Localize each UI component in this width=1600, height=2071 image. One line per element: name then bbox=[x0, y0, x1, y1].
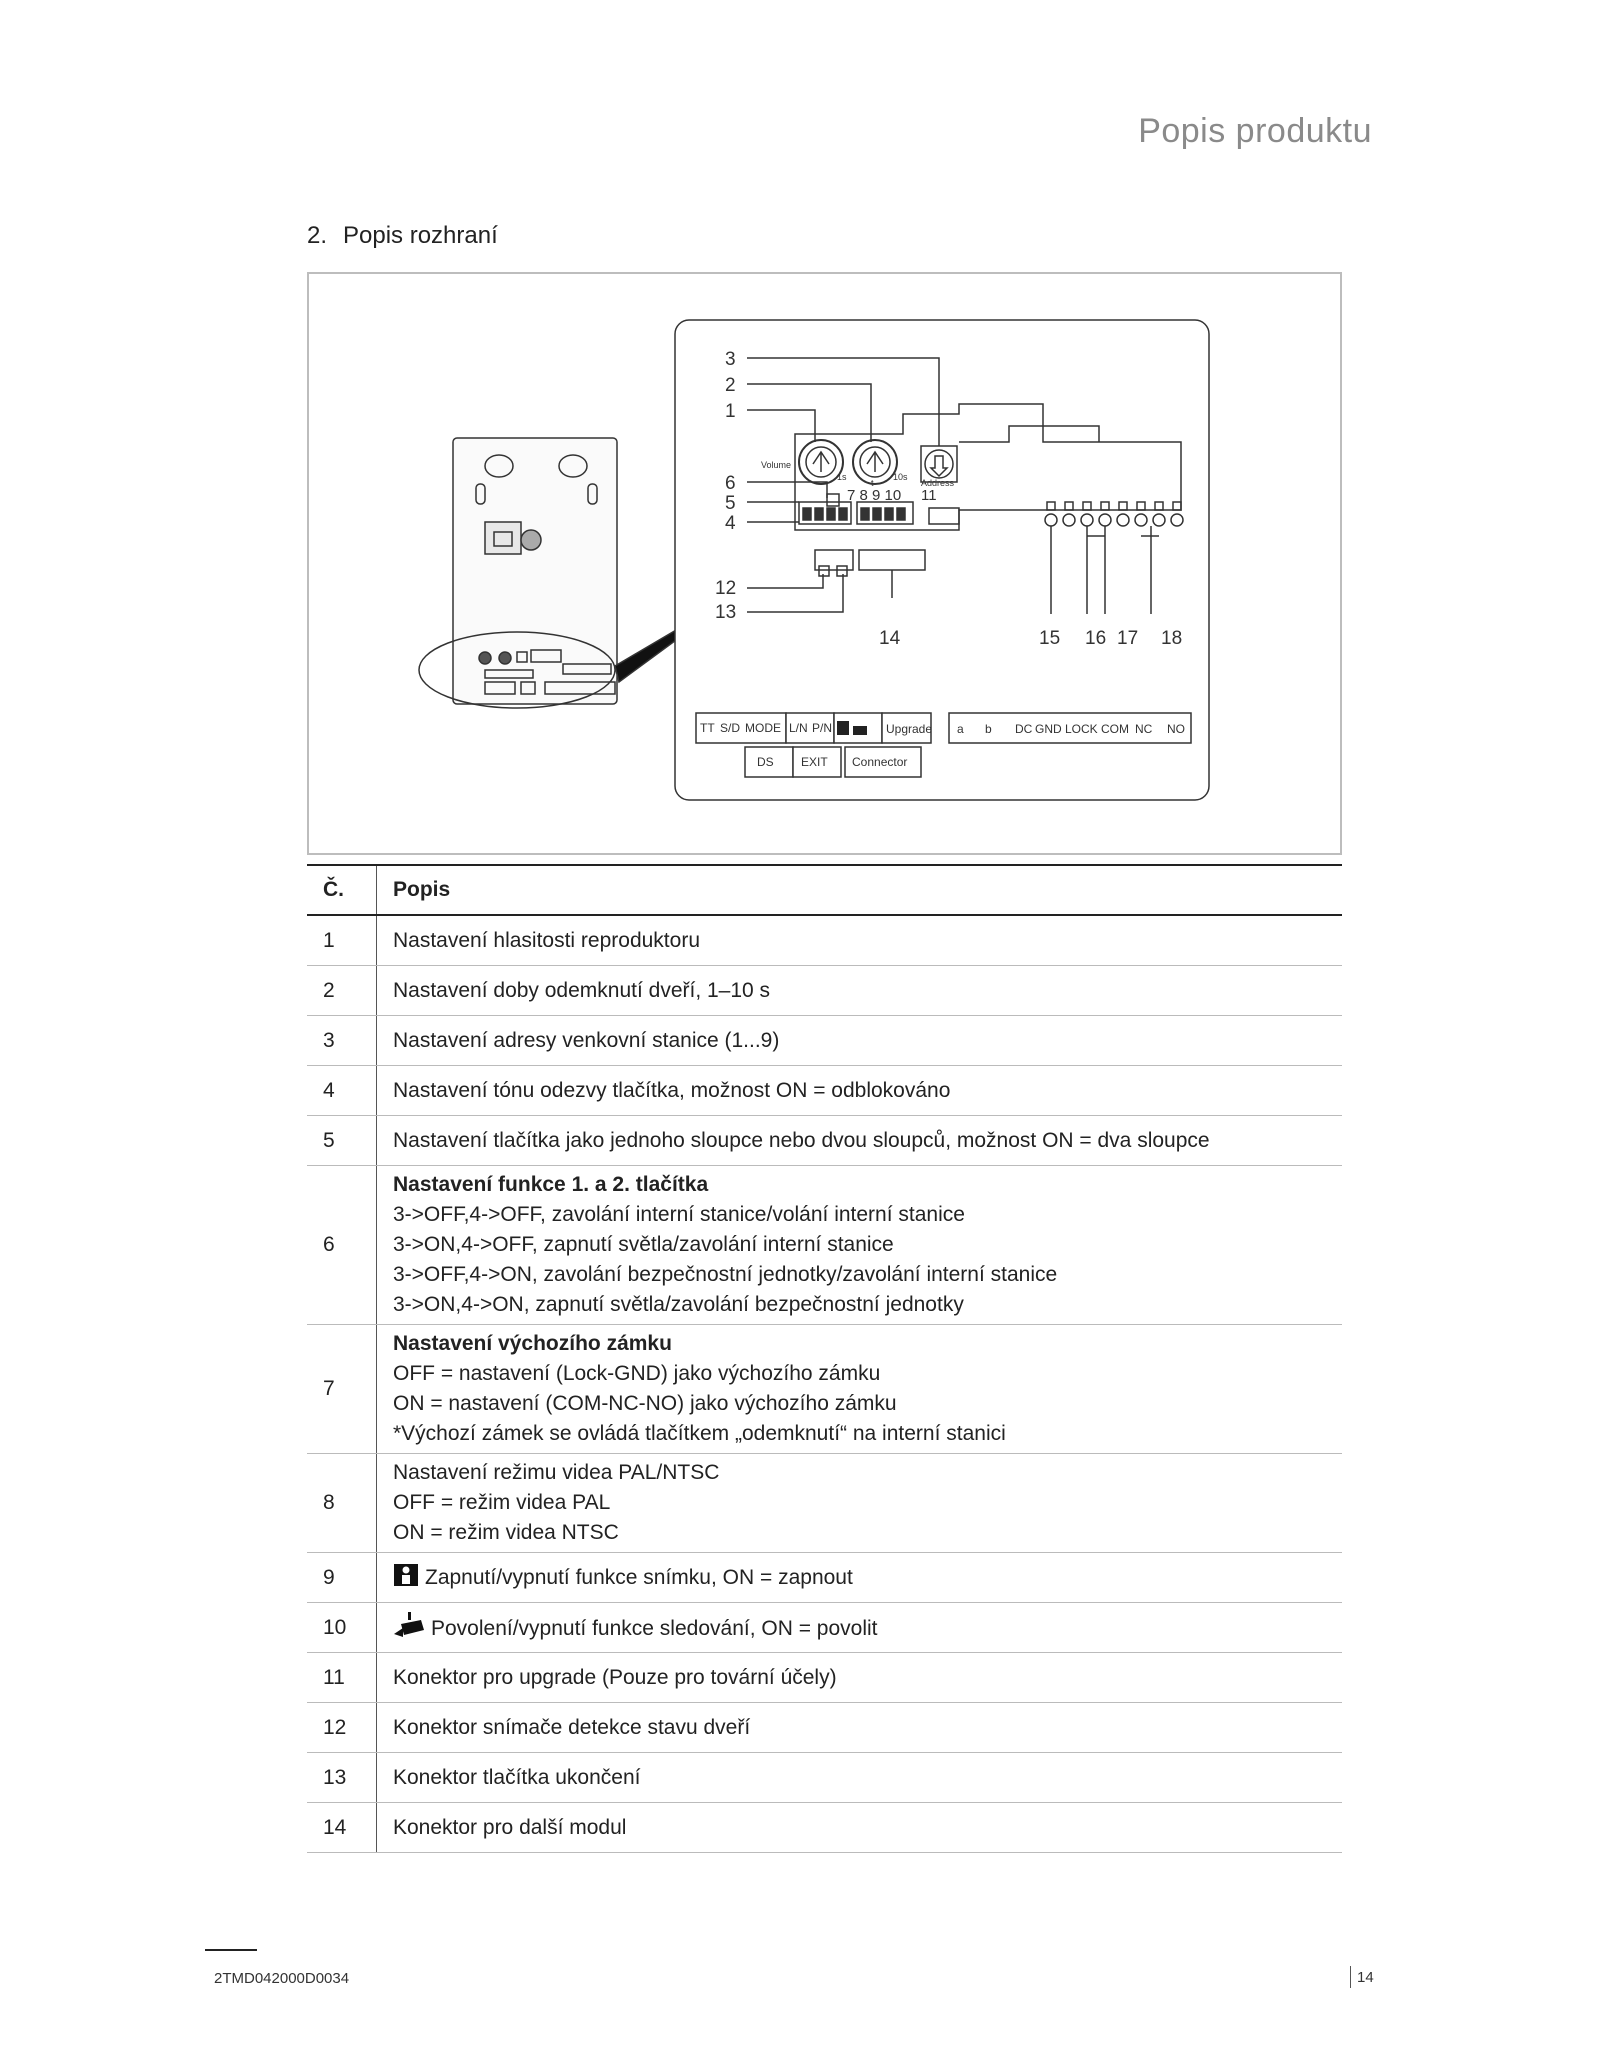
table-row bbox=[307, 1753, 1342, 1803]
section-title: Popis rozhraní bbox=[343, 222, 498, 249]
callout-5: 5 bbox=[725, 493, 736, 514]
upgrade-label: Upgrade bbox=[886, 722, 933, 736]
row-number: 11 bbox=[307, 1653, 377, 1703]
snapshot-icon-small bbox=[837, 721, 849, 735]
row-line: OFF = nastavení (Lock-GND) jako výchozího zámku bbox=[393, 1362, 881, 1385]
terminal-exit: EXIT bbox=[801, 755, 828, 769]
row-description bbox=[377, 1325, 1343, 1454]
row-number: 13 bbox=[307, 1753, 377, 1803]
row-line: 3->OFF,4->ON, zavolání bezpečnostní jednotky/zavolání interní stanice bbox=[393, 1263, 1058, 1286]
timer-label: t bbox=[871, 478, 874, 488]
row-number: 2 bbox=[307, 966, 377, 1016]
description-table bbox=[307, 864, 1342, 1853]
callout-4: 4 bbox=[725, 513, 736, 534]
row-description: Konektor tlačítka ukončení bbox=[377, 1753, 1343, 1803]
callout-18: 18 bbox=[1161, 628, 1183, 649]
terminal-dc: DC bbox=[1015, 722, 1033, 736]
table-row bbox=[307, 1803, 1342, 1853]
camera-icon-small bbox=[853, 726, 867, 735]
row-number: 14 bbox=[307, 1803, 377, 1853]
row-description bbox=[377, 1603, 1343, 1653]
footer-rule bbox=[205, 1949, 257, 1951]
table-row bbox=[307, 1066, 1342, 1116]
volume-label: Volume bbox=[761, 460, 792, 470]
column-header-desc: Popis bbox=[377, 865, 1343, 915]
table-row bbox=[307, 1703, 1342, 1753]
table-row bbox=[307, 1325, 1342, 1454]
table-header-row bbox=[307, 865, 1342, 915]
terminal-sd: S/D bbox=[720, 721, 741, 735]
table-row bbox=[307, 1603, 1342, 1653]
terminal-b: b bbox=[985, 722, 992, 736]
callout-17: 17 bbox=[1117, 628, 1139, 649]
row-line: ON = nastavení (COM-NC-NO) jako výchozího zámku bbox=[393, 1392, 897, 1415]
row-description: Konektor pro upgrade (Pouze pro tovární účely) bbox=[377, 1653, 1343, 1703]
terminal-com: COM bbox=[1101, 722, 1129, 736]
row-line: 3->ON,4->OFF, zapnutí světla/zavolání interní stanice bbox=[393, 1233, 894, 1256]
row-number: 7 bbox=[307, 1325, 377, 1454]
terminal-mode: MODE bbox=[745, 721, 781, 735]
address-label: Address bbox=[921, 478, 955, 488]
row-line: Nastavení režimu videa PAL/NTSC bbox=[393, 1461, 720, 1484]
row-number: 8 bbox=[307, 1454, 377, 1553]
table-row bbox=[307, 1116, 1342, 1166]
callout-2: 2 bbox=[725, 375, 736, 396]
row-number: 1 bbox=[307, 915, 377, 966]
row-number: 3 bbox=[307, 1016, 377, 1066]
callout-14: 14 bbox=[879, 628, 901, 649]
row-line: *Výchozí zámek se ovládá tlačítkem „odemknutí“ na interní stanici bbox=[393, 1422, 1006, 1445]
snapshot-icon bbox=[393, 1563, 419, 1587]
table-row bbox=[307, 1016, 1342, 1066]
table-row bbox=[307, 1166, 1342, 1325]
terminal-a: a bbox=[957, 722, 964, 736]
row-number: 12 bbox=[307, 1703, 377, 1753]
camera-icon bbox=[393, 1612, 425, 1638]
row-description: Nastavení tónu odezvy tlačítka, možnost ON = odblokováno bbox=[377, 1066, 1343, 1116]
callout-12: 12 bbox=[715, 578, 737, 599]
row-description: Nastavení adresy venkovní stanice (1...9) bbox=[377, 1016, 1343, 1066]
device-back-panel bbox=[419, 438, 687, 708]
terminal-no: NO bbox=[1167, 722, 1185, 736]
row-line: 3->OFF,4->OFF, zavolání interní stanice/volání interní stanice bbox=[393, 1203, 965, 1226]
timer-max-label: 10s bbox=[893, 472, 908, 482]
row-description: Nastavení hlasitosti reproduktoru bbox=[377, 915, 1343, 966]
terminal-ds: DS bbox=[757, 755, 774, 769]
callout-1: 1 bbox=[725, 401, 736, 422]
terminal-gnd: GND bbox=[1035, 722, 1062, 736]
row-number: 6 bbox=[307, 1166, 377, 1325]
row-description: Nastavení tlačítka jako jednoho sloupce nebo dvou sloupců, možnost ON = dva sloupce bbox=[377, 1116, 1343, 1166]
row-description: Nastavení doby odemknutí dveří, 1–10 s bbox=[377, 966, 1343, 1016]
callout-11: 11 bbox=[921, 487, 937, 504]
column-header-no: Č. bbox=[307, 865, 377, 915]
row-number: 4 bbox=[307, 1066, 377, 1116]
row-title: Nastavení výchozího zámku bbox=[393, 1332, 672, 1355]
timer-min-label: 1s bbox=[837, 472, 847, 482]
terminal-nc: NC bbox=[1135, 722, 1153, 736]
terminal-ln: L/N bbox=[789, 721, 808, 735]
table-row bbox=[307, 966, 1342, 1016]
table-row bbox=[307, 915, 1342, 966]
row-line: 3->ON,4->ON, zapnutí světla/zavolání bezpečnostní jednotky bbox=[393, 1293, 964, 1316]
row-description bbox=[377, 1166, 1343, 1325]
row-line: ON = režim videa NTSC bbox=[393, 1521, 619, 1544]
footer-document-id: 2TMD042000D0034 bbox=[214, 1970, 350, 1987]
row-description-text: Povolení/vypnutí funkce sledování, ON = povolit bbox=[431, 1616, 878, 1640]
row-description: Konektor snímače detekce stavu dveří bbox=[377, 1703, 1343, 1753]
row-line: OFF = režim videa PAL bbox=[393, 1491, 611, 1514]
interface-figure bbox=[307, 272, 1342, 855]
footer-page-number: 14 bbox=[1350, 1966, 1374, 1988]
callout-6: 6 bbox=[725, 473, 736, 494]
callout-13: 13 bbox=[715, 602, 737, 623]
connector-label: Connector bbox=[852, 755, 908, 769]
terminal-lock: LOCK bbox=[1065, 722, 1098, 736]
row-description bbox=[377, 1553, 1343, 1603]
table-row bbox=[307, 1653, 1342, 1703]
row-number: 10 bbox=[307, 1603, 377, 1653]
table-row bbox=[307, 1553, 1342, 1603]
terminal-tt: TT bbox=[700, 721, 715, 735]
section-heading bbox=[307, 222, 498, 250]
section-number: 2. bbox=[307, 222, 328, 249]
row-number: 5 bbox=[307, 1116, 377, 1166]
terminal-pn: P/N bbox=[812, 721, 833, 735]
table-row bbox=[307, 1454, 1342, 1553]
page-header-title: Popis produktu bbox=[1138, 112, 1372, 150]
callout-16: 16 bbox=[1085, 628, 1107, 649]
row-description bbox=[377, 1454, 1343, 1553]
callout-7-10: 7 8 9 10 bbox=[847, 487, 902, 504]
row-title: Nastavení funkce 1. a 2. tlačítka bbox=[393, 1173, 709, 1196]
row-description: Konektor pro další modul bbox=[377, 1803, 1343, 1853]
interface-diagram bbox=[309, 274, 1342, 855]
row-number: 9 bbox=[307, 1553, 377, 1603]
row-description-text: Zapnutí/vypnutí funkce snímku, ON = zapnout bbox=[425, 1565, 853, 1589]
callout-15: 15 bbox=[1039, 628, 1061, 649]
callout-3: 3 bbox=[725, 349, 736, 370]
timer-knob bbox=[853, 440, 897, 484]
